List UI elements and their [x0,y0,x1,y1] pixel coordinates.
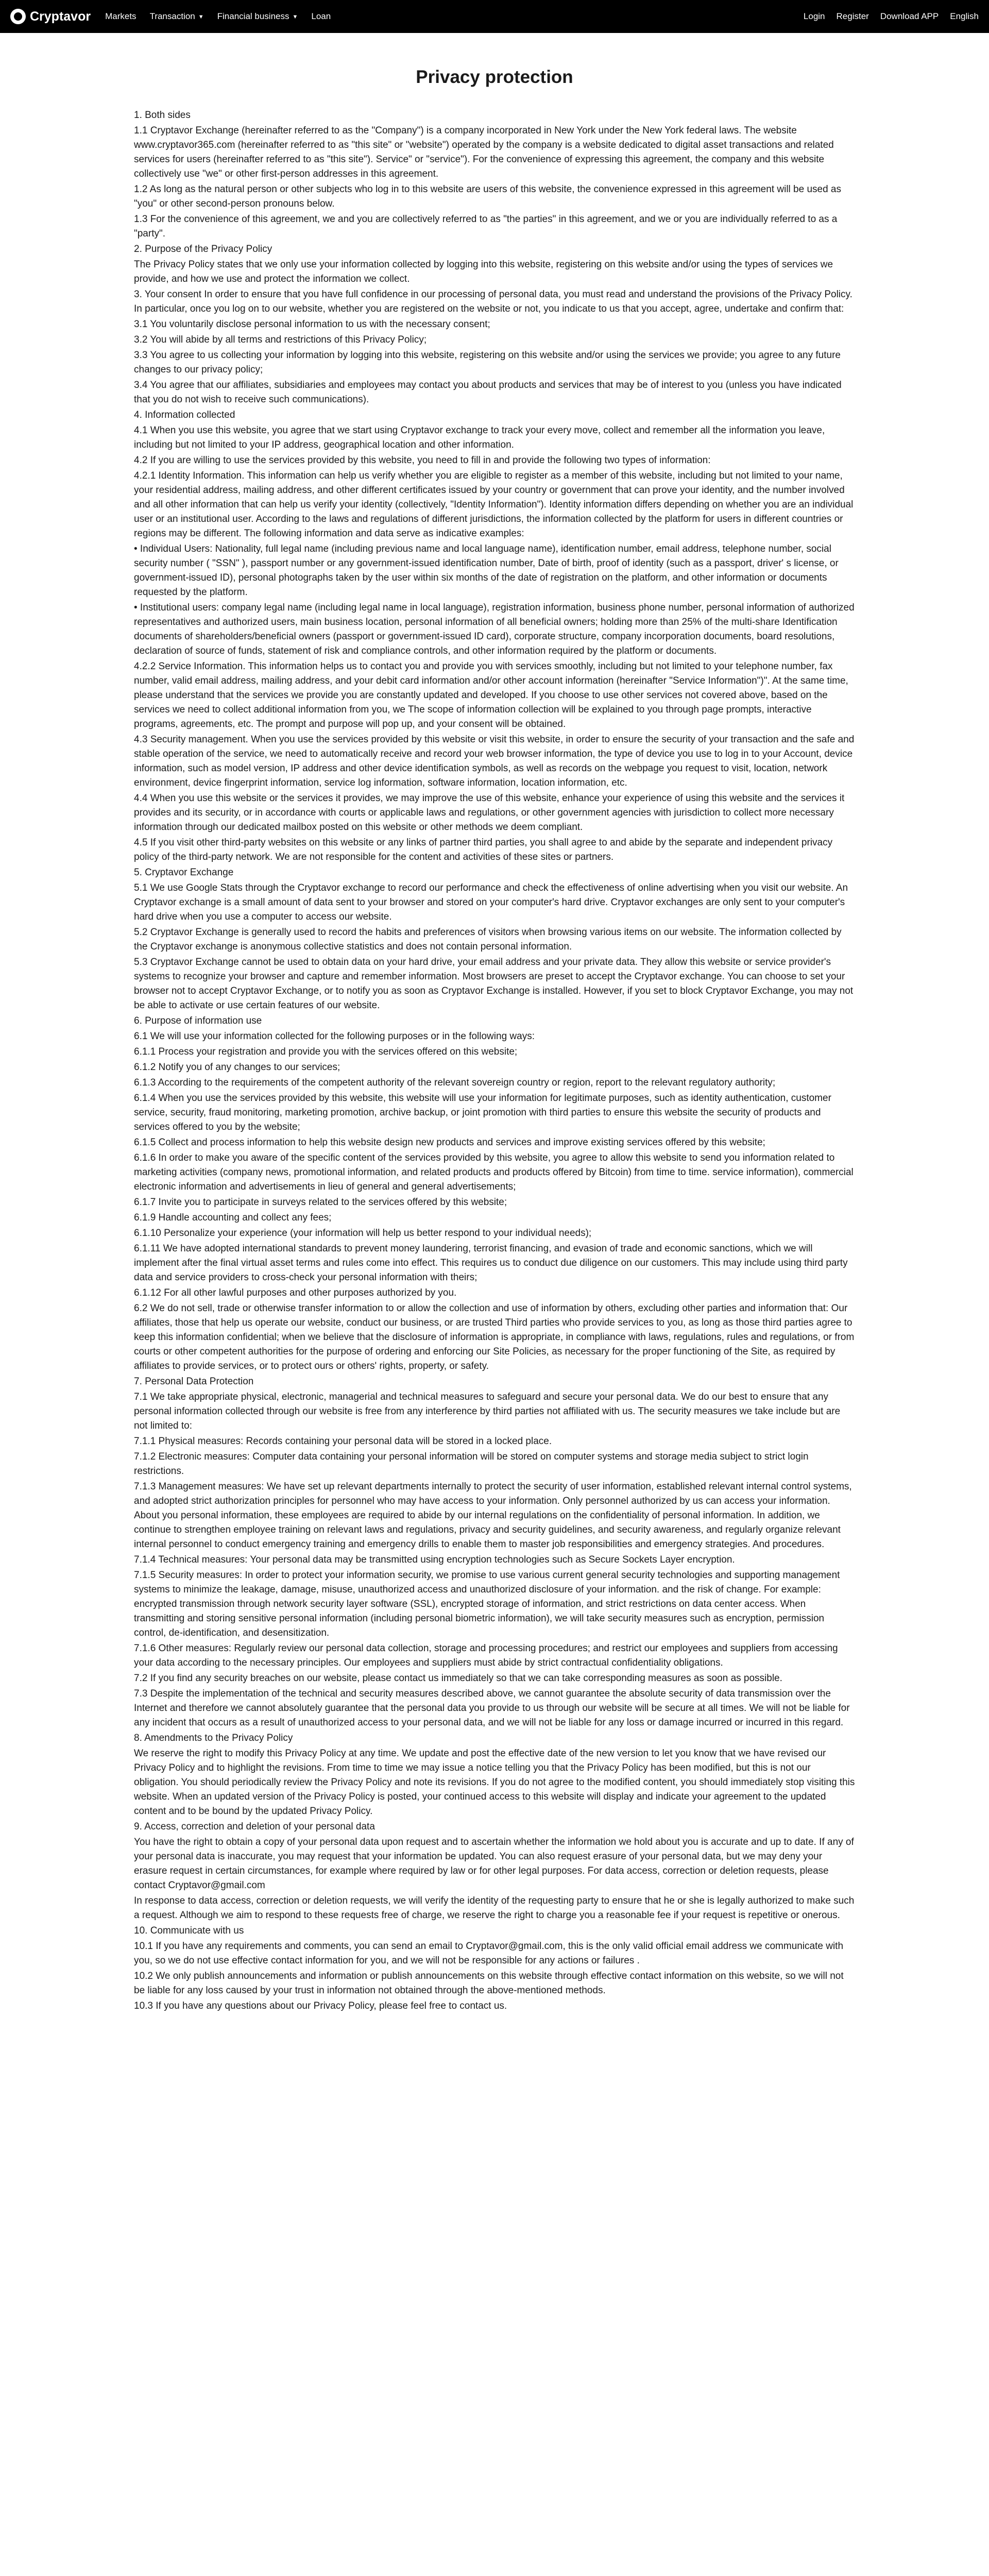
login-link[interactable]: Login [803,11,825,21]
policy-paragraph: 4.2 If you are willing to use the services provided by this website, you need to fill in and provide the following two types of information: [134,455,711,466]
policy-paragraph: 5.3 Cryptavor Exchange cannot be used to obtain data on your hard drive, your email address and your private data. They allow this website or service provider's systems to recognize your browser and capture and remember information. Most browsers are preset to accept the Cryptavor exchange. You can choose to set your browser not to accept Cryptavor Exchange, or to notify you as soon as Cryptavor Exchange is installed. However, if you set to block Cryptavor Exchange, you may not be able to activate or use certain features of our website. [134,957,854,1011]
account-nav [804,11,979,22]
policy-paragraph: 2. Purpose of the Privacy Policy [134,244,272,255]
policy-paragraph: • Institutional users: company legal name (including legal name in local language), registration information, business phone number, personal information of authorized representatives and authorized users, main business location, personal information of all beneficial owners; holding more than 25% of the multi-share Identification documents of shareholders/beneficial owners (passport or government-issued ID card), corporate structure, company incorporation documents, board resolutions, declaration of source of funds, statement of risk and compliance controls, and other information required by the platform or documents. [134,602,855,656]
policy-paragraph: 5.1 We use Google Stats through the Cryptavor exchange to record our performance and check the effectiveness of online advertising when you visit our website. An Cryptavor exchange is a small amount of data sent to your browser and stored on your computer's hard drive. Cryptavor exchanges are only sent to your computer's hard drive when you use a computer to access our website. [134,883,848,922]
policy-paragraph: 4.1 When you use this website, you agree that we start using Cryptavor exchange to track your every move, collect and remember all the information you leave, including but not limited to your IP address, geographical location and other information. [134,425,825,450]
brand[interactable] [10,9,91,24]
policy-text [134,108,855,2576]
policy-paragraph: 8. Amendments to the Privacy Policy [134,1733,293,1743]
policy-paragraph: In response to data access, correction or deletion requests, we will verify the identity of the requesting party to ensure that he or she is legally authorized to make such a request. Although we aim to respond to these requests free of charge, we reserve the right to charge you a reasonable fee if your request is repetitive or onerous. [134,1895,855,1921]
policy-paragraph: 6.1.10 Personalize your experience (your information will help us better respond to your individual needs); [134,1228,592,1239]
policy-paragraph: 3. Your consent In order to ensure that you have full confidence in our processing of personal data, you must read and understand the provisions of the Privacy Policy. In particular, once you log on to our website, whether you are registered on the website or not, you indicate to us that you accept, agree, undertake and confirm that: [134,289,852,314]
policy-paragraph: 7.1.4 Technical measures: Your personal data may be transmitted using encryption technologies such as Secure Sockets Layer encryption. [134,1554,735,1565]
policy-paragraph: 1.2 As long as the natural person or other subjects who log in to this website are users of this website, the convenience expressed in this agreement will be used as "you" or other second-person pronouns below. [134,184,842,209]
nav-transaction[interactable] [150,11,204,22]
policy-paragraph: 4.5 If you visit other third-party websites on this website or any links of partner third parties, you shall agree to and abide by the separate and independent privacy policy of the third-party network. We are not responsible for the content and activities of these sites or partners. [134,837,833,862]
policy-paragraph: We reserve the right to modify this Privacy Policy at any time. We update and post the effective date of the new version to let you know that we have revised our Privacy Policy and to highlight the revisions. From time to time we may issue a notice telling you that the Privacy Policy has been modified, but this is not our obligation. You should periodically review the Privacy Policy and note its revisions. If you do not agree to the modified content, you should immediately stop visiting this website. When an updated version of the Privacy Policy is posted, your continued access to this website will display and indicate your agreement to the updated content and to be bound by the updated Privacy Policy. [134,1748,855,1817]
policy-paragraph: You have the right to obtain a copy of your personal data upon request and to ascertain whether the information we hold about you is accurate and up to date. If any of your personal data is inaccurate, you may request that your information be updated. You can also request erasure of your personal data, but we may deny your erasure request in certain circumstances, for example where required by law or for other legal purposes. For data access, correction or deletion requests, please contact Cryptavor@gmail.com [134,1837,854,1891]
policy-paragraph: 7.2 If you find any security breaches on our website, please contact us immediately so that we can take corresponding measures as soon as possible. [134,1673,782,1684]
policy-paragraph: 6.1.7 Invite you to participate in surveys related to the services offered by this website; [134,1197,507,1208]
policy-paragraph: 6.1.1 Process your registration and provide you with the services offered on this website; [134,1046,518,1057]
policy-paragraph: 6.1 We will use your information collected for the following purposes or in the following ways: [134,1031,535,1042]
policy-paragraph: 6. Purpose of information use [134,1015,262,1026]
nav-transaction-label: Transaction [149,11,195,21]
policy-paragraph: 6.1.3 According to the requirements of the competent authority of the relevant sovereign country or region, report to the relevant regulatory authority; [134,1077,776,1088]
policy-paragraph: 10.1 If you have any requirements and comments, you can send an email to Cryptavor@gmail.com, this is the only valid official email address we communicate with you, so we do not use effective contact information for you, and we will not be responsible for any actions or failures . [134,1941,844,1966]
policy-paragraph: 4. Information collected [134,410,235,420]
policy-paragraph: 6.1.2 Notify you of any changes to our services; [134,1062,340,1073]
policy-paragraph: 10. Communicate with us [134,1925,244,1936]
policy-paragraph: 7.1.3 Management measures: We have set up relevant departments internally to protect the security of user information, established relevant internal control systems, and adopted strict authorization principles for personnel who may have access to your information. Only personnel authorized by us can access your information. About you personal information, these employees are required to abide by our internal regulations on the confidentiality of personal information. In addition, we continue to strengthen employee training on relevant laws and regulations, privacy and security guidelines, and security awareness, and regularly organize relevant internal personnel to conduct emergency training and emergency drills to enable them to master job responsibilities and emergency strategies. And procedures. [134,1481,852,1550]
policy-paragraph: 4.2.1 Identity Information. This information can help us verify whether you are eligible to register as a member of this website, including but not limited to your name, your residential address, mailing address, and other different certificates issued by your country or government that can prove your identity, and the number involved and all other information that can help us verify your identity (collectively, "Identity Information"). Identity information differs depending on whether you are an individual user or an institutional user. According to the laws and regulations of different jurisdictions, the information collected by the platform for users in different countries or regions may be different. The following information and data serve as indicative examples: [134,470,854,539]
nav-markets[interactable]: Markets [105,11,137,21]
policy-paragraph: The Privacy Policy states that we only use your information collected by logging into this website, registering on this website and/or using the types of services we provide, and how we use and protect the information we collect. [134,259,833,284]
chevron-down-icon: ▼ [198,13,204,20]
policy-paragraph: 6.1.5 Collect and process information to help this website design new products and services and improve existing services offered by this website; [134,1137,765,1148]
policy-paragraph: 1.3 For the convenience of this agreement, we and you are collectively referred to as "the parties" in this agreement, and we or you are individually referred to as a "party". [134,214,838,239]
policy-paragraph: 3.2 You will abide by all terms and restrictions of this Privacy Policy; [134,334,427,345]
policy-paragraph: 3.1 You voluntarily disclose personal information to us with the necessary consent; [134,319,490,330]
nav-financial-label: Financial business [217,11,289,21]
language-switch[interactable]: English [950,11,979,21]
policy-paragraph: 6.1.9 Handle accounting and collect any fees; [134,1212,332,1223]
policy-paragraph: 7.1.6 Other measures: Regularly review our personal data collection, storage and processing procedures; and restrict our employees and suppliers from accessing your data according to the necessary principles. Our employees and suppliers must abide by strict contractual confidentiality obligations. [134,1643,838,1668]
policy-paragraph: 6.1.6 In order to make you aware of the specific content of the services provided by this website, you agree to allow this website to send you information related to marketing activities (company news, promotional information, and related products and products offered by Bitcoin) from time to time. service information), commercial electronic information and advertisements in lieu of general and general advertisements; [134,1153,854,1192]
main-nav [105,11,331,22]
policy-paragraph: 5. Cryptavor Exchange [134,867,234,878]
policy-paragraph: 1.1 Cryptavor Exchange (hereinafter referred to as the "Company") is a company incorporated in New York under the New York federal laws. The website www.cryptavor365.com (hereinafter referred to as "this site" or "website") operated by the company is a website dedicated to digital asset transactions and related services for users (hereinafter referred to as "this site"). Service" or "service"). For the convenience of expressing this agreement, the company and this website collectively use "we" or other first-person addresses in this agreement. [134,125,834,179]
nav-financial-business[interactable] [217,11,298,22]
policy-paragraph: 7.1 We take appropriate physical, electronic, managerial and technical measures to safeguard and secure your personal data. We do our best to ensure that any personal information collected through our website is free from any interference by third parties not affiliated with us. The security measures we take include but are not limited to: [134,1392,841,1431]
policy-paragraph: 4.3 Security management. When you use the services provided by this website or visit this website, in order to ensure the security of your transaction and the safe and stable operation of the service, we need to automatically receive and record your web browser information, the type of device you use to log in to your Account, device information, such as model version, IP address and other device identification symbols, as well as records on the webpage you request to visit, location, network environment, device fingerprint information, service log information, software information, location information, etc. [134,734,855,788]
brand-name: Cryptavor [30,9,91,24]
policy-paragraph: 6.1.11 We have adopted international standards to prevent money laundering, terrorist financing, and evasion of trade and economic sanctions, which we will implement after the final virtual asset terms and rules come into effect. This requires us to conduct due diligence on our customers. This may include using third party data and service providers to cross-check your personal information with theirs; [134,1243,848,1283]
policy-paragraph: 10.2 We only publish announcements and information or publish announcements on this website through effective contact information on this website, so we will not be liable for any loss caused by your trust in information not obtained through the above-mentioned methods. [134,1971,844,1996]
policy-paragraph: 7.1.2 Electronic measures: Computer data containing your personal information will be stored on computer systems and storage media subject to strict login restrictions. [134,1451,809,1477]
policy-paragraph: 6.2 We do not sell, trade or otherwise transfer information to or allow the collection and use of information by others, excluding other parties and information that: Our affiliates, those that help us operate our website, conduct our business, or are trusted Third parties who provide services to you, as long as those third parties agree to keep this information confidential; when we believe that the disclosure of information is appropriate, in compliance with laws, regulations, rules and regulations, or from courts or other competent authorities for the purpose of ordering and enforcing our Site Policies, as necessary for the proper functioning of the Site, as required by affiliates to provide services, or to protect ours or others' rights, property, or safety. [134,1303,855,1371]
policy-paragraph: 6.1.4 When you use the services provided by this website, this website will use your information for legitimate purposes, such as identity authentication, customer service, security, fraud monitoring, marketing promotion, archive backup, or joint promotion with third parties to ensure this website the security of products and services offered to you by the website; [134,1093,831,1132]
chevron-down-icon: ▼ [292,13,298,20]
policy-paragraph: 6.1.12 For all other lawful purposes and other purposes authorized by you. [134,1287,457,1298]
nav-loan[interactable]: Loan [311,11,331,21]
policy-paragraph: 4.2.2 Service Information. This information helps us to contact you and provide you with services smoothly, including but not limited to your telephone number, fax number, valid email address, mailing address, and your debit card information and/or other account information (hereinafter "Service Information")". At the same time, please understand that the services we provide you are constantly updated and developed. If you choose to use other services not covered above, based on the services we need to collect additional information from you, we The scope of information collection will be explained to you through page prompts, interactive programs, agreements, etc. The prompt and purpose will pop up, and your consent will be obtained. [134,661,848,730]
policy-paragraph: 7.3 Despite the implementation of the technical and security measures described above, we cannot guarantee the absolute security of data transmission over the Internet and therefore we cannot absolutely guarantee that the personal data you provide to us through our website will be secure at all times. We will not be liable for any incident that occurs as a result of unauthorized access to your personal data, and we will not be liable for any loss or damage incurred or incurred in this regard. [134,1688,850,1728]
policy-paragraph: 3.4 You agree that our affiliates, subsidiaries and employees may contact you about products and services that may be of interest to you (unless you have indicated that you do not wish to receive such communications). [134,380,842,405]
policy-paragraph: 5.2 Cryptavor Exchange is generally used to record the habits and preferences of visitors when browsing various items on our website. The information collected by the Cryptavor exchange is anonymous collective statistics and does not contain personal information. [134,927,842,952]
page-title: Privacy protection [416,67,573,87]
policy-paragraph: 7.1.1 Physical measures: Records containing your personal data will be stored in a locked place. [134,1436,552,1447]
logo-icon [10,9,26,24]
policy-paragraph: 10.3 If you have any questions about our Privacy Policy, please feel free to contact us. [134,2001,507,2011]
register-link[interactable]: Register [836,11,869,21]
policy-paragraph: • Individual Users: Nationality, full legal name (including previous name and local language name), identification number, email address, telephone number, social security number ( "SSN" ), passport number or any government-issued identification number, Date of birth, proof of identity (such as a passport, driver' s license, or government-issued ID), personal photographs taken by the user within six months of the date of registration on the platform, and other information or documents requested by the platform. [134,544,839,598]
download-app-link[interactable]: Download APP [880,11,939,21]
policy-paragraph: 4.4 When you use this website or the services it provides, we may improve the use of this website, enhance your experience of using this website and the services it provides and its security, or in accordance with courts or applicable laws and regulations, or other government agencies with jurisdiction to collect more necessary information through our dedicated mailbox posted on this website or other methods we deem compliant. [134,793,845,833]
privacy-content [0,33,989,2576]
policy-paragraph: 7. Personal Data Protection [134,1376,254,1387]
policy-paragraph: 3.3 You agree to us collecting your information by logging into this website, registering on this website and/or using the services we provide; you agree to any future changes to our privacy policy; [134,350,841,375]
policy-paragraph: 7.1.5 Security measures: In order to protect your information security, we promise to use various current general security technologies and supporting management systems to minimize the leakage, damage, misuse, unauthorized access and unauthorized disclosure of your information. and the risk of change. For example: encrypted transmission through network security layer software (SSL), encrypted storage of information, and strict restrictions on data center access. When transmitting and storing sensitive personal information (including personal biometric information), we will take security measures such as encryption, permission control, de-identification, and desensitization. [134,1570,840,1638]
top-navbar [0,0,989,33]
policy-paragraph: 1. Both sides [134,110,191,121]
policy-paragraph: 9. Access, correction and deletion of your personal data [134,1821,375,1832]
